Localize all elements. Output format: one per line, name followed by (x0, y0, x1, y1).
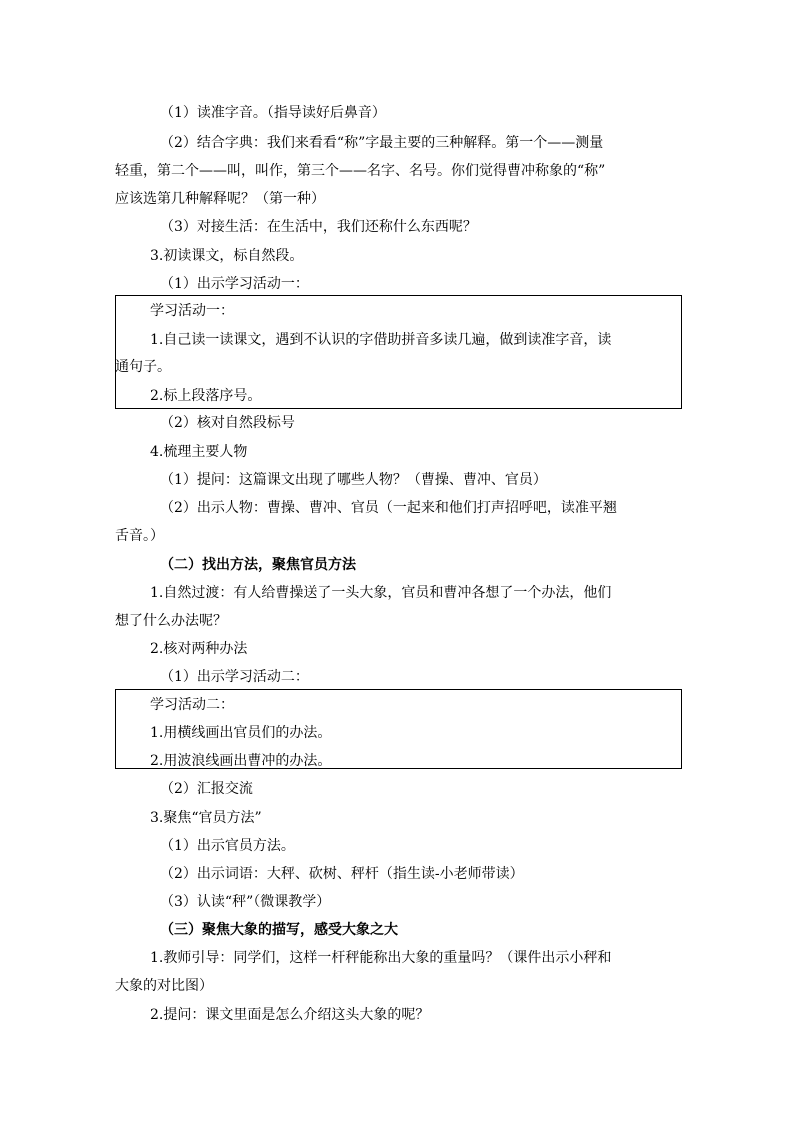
paragraph-line: 1.自然过渡：有人给曹操送了一头大象，官员和曹冲各想了一个办法，他们 (150, 585, 612, 601)
section-heading: （二）找出方法，聚焦官员方法 (160, 557, 356, 573)
paragraph-line: （2）出示词语：大秤、砍树、秤杆（指生读-小老师带读） (160, 866, 524, 882)
paragraph-line: （1）出示学习活动一： (160, 276, 309, 292)
paragraph-line: 3.初读课文，标自然段。 (150, 248, 304, 264)
paragraph-line: （3）对接生活：在生活中，我们还称什么东西呢？ (160, 219, 477, 235)
paragraph-line: 舌音。） (115, 528, 164, 544)
paragraph-line: 想了什么办法呢？ (115, 613, 227, 629)
activity-box-title: 学习活动二： (150, 697, 234, 713)
paragraph-line: （1）出示官员方法。 (160, 838, 295, 854)
paragraph-line: 4.梳理主要人物 (150, 444, 248, 460)
activity-box-line: 2.标上段落序号。 (150, 388, 262, 404)
paragraph-line: （2）结合字典：我们来看看“称”字最主要的三种解释。第一个——测量 (160, 135, 604, 151)
section-heading: （三）聚焦大象的描写，感受大象之大 (160, 922, 398, 938)
activity-box-line: 2.用波浪线画出曹冲的办法。 (150, 753, 332, 769)
paragraph-line: 应该选第几种解释呢？（第一种） (115, 191, 325, 207)
paragraph-line: 1.教师引导：同学们，这样一杆秤能称出大象的重量吗？（课件出示小秤和 (150, 950, 612, 966)
activity-box-line: 通句子。 (115, 359, 171, 375)
paragraph-line: （1）出示学习活动二： (160, 669, 309, 685)
paragraph-line: （2）汇报交流 (160, 781, 253, 797)
paragraph-line: 3.聚焦“官员方法” (150, 810, 262, 826)
paragraph-line: （2）出示人物：曹操、曹冲、官员（一起来和他们打声招呼吧，读准平翘 (160, 500, 617, 516)
paragraph-line: （1）提问：这篇课文出现了哪些人物？（曹操、曹冲、官员） (160, 472, 547, 488)
paragraph-line: 轻重，第二个——叫，叫作，第三个——名字、名号。你们觉得曹冲称象的“称” (115, 163, 606, 179)
activity-box-line: 1.用横线画出官员们的办法。 (150, 725, 332, 741)
paragraph-line: （3）认读“秤”（微课教学） (160, 894, 331, 910)
paragraph-line: （1）读准字音。（指导读好后鼻音） (160, 105, 386, 121)
activity-box-title: 学习活动一： (150, 303, 234, 319)
paragraph-line: 大象的对比图） (115, 978, 213, 994)
paragraph-line: 2.核对两种办法 (150, 641, 248, 657)
paragraph-line: 2.提问：课文里面是怎么介绍这头大象的呢？ (150, 1007, 430, 1023)
paragraph-line: （2）核对自然段标号 (160, 415, 295, 431)
activity-box-line: 1.自己读一读课文，遇到不认识的字借助拼音多读几遍，做到读准字音，读 (150, 332, 612, 348)
